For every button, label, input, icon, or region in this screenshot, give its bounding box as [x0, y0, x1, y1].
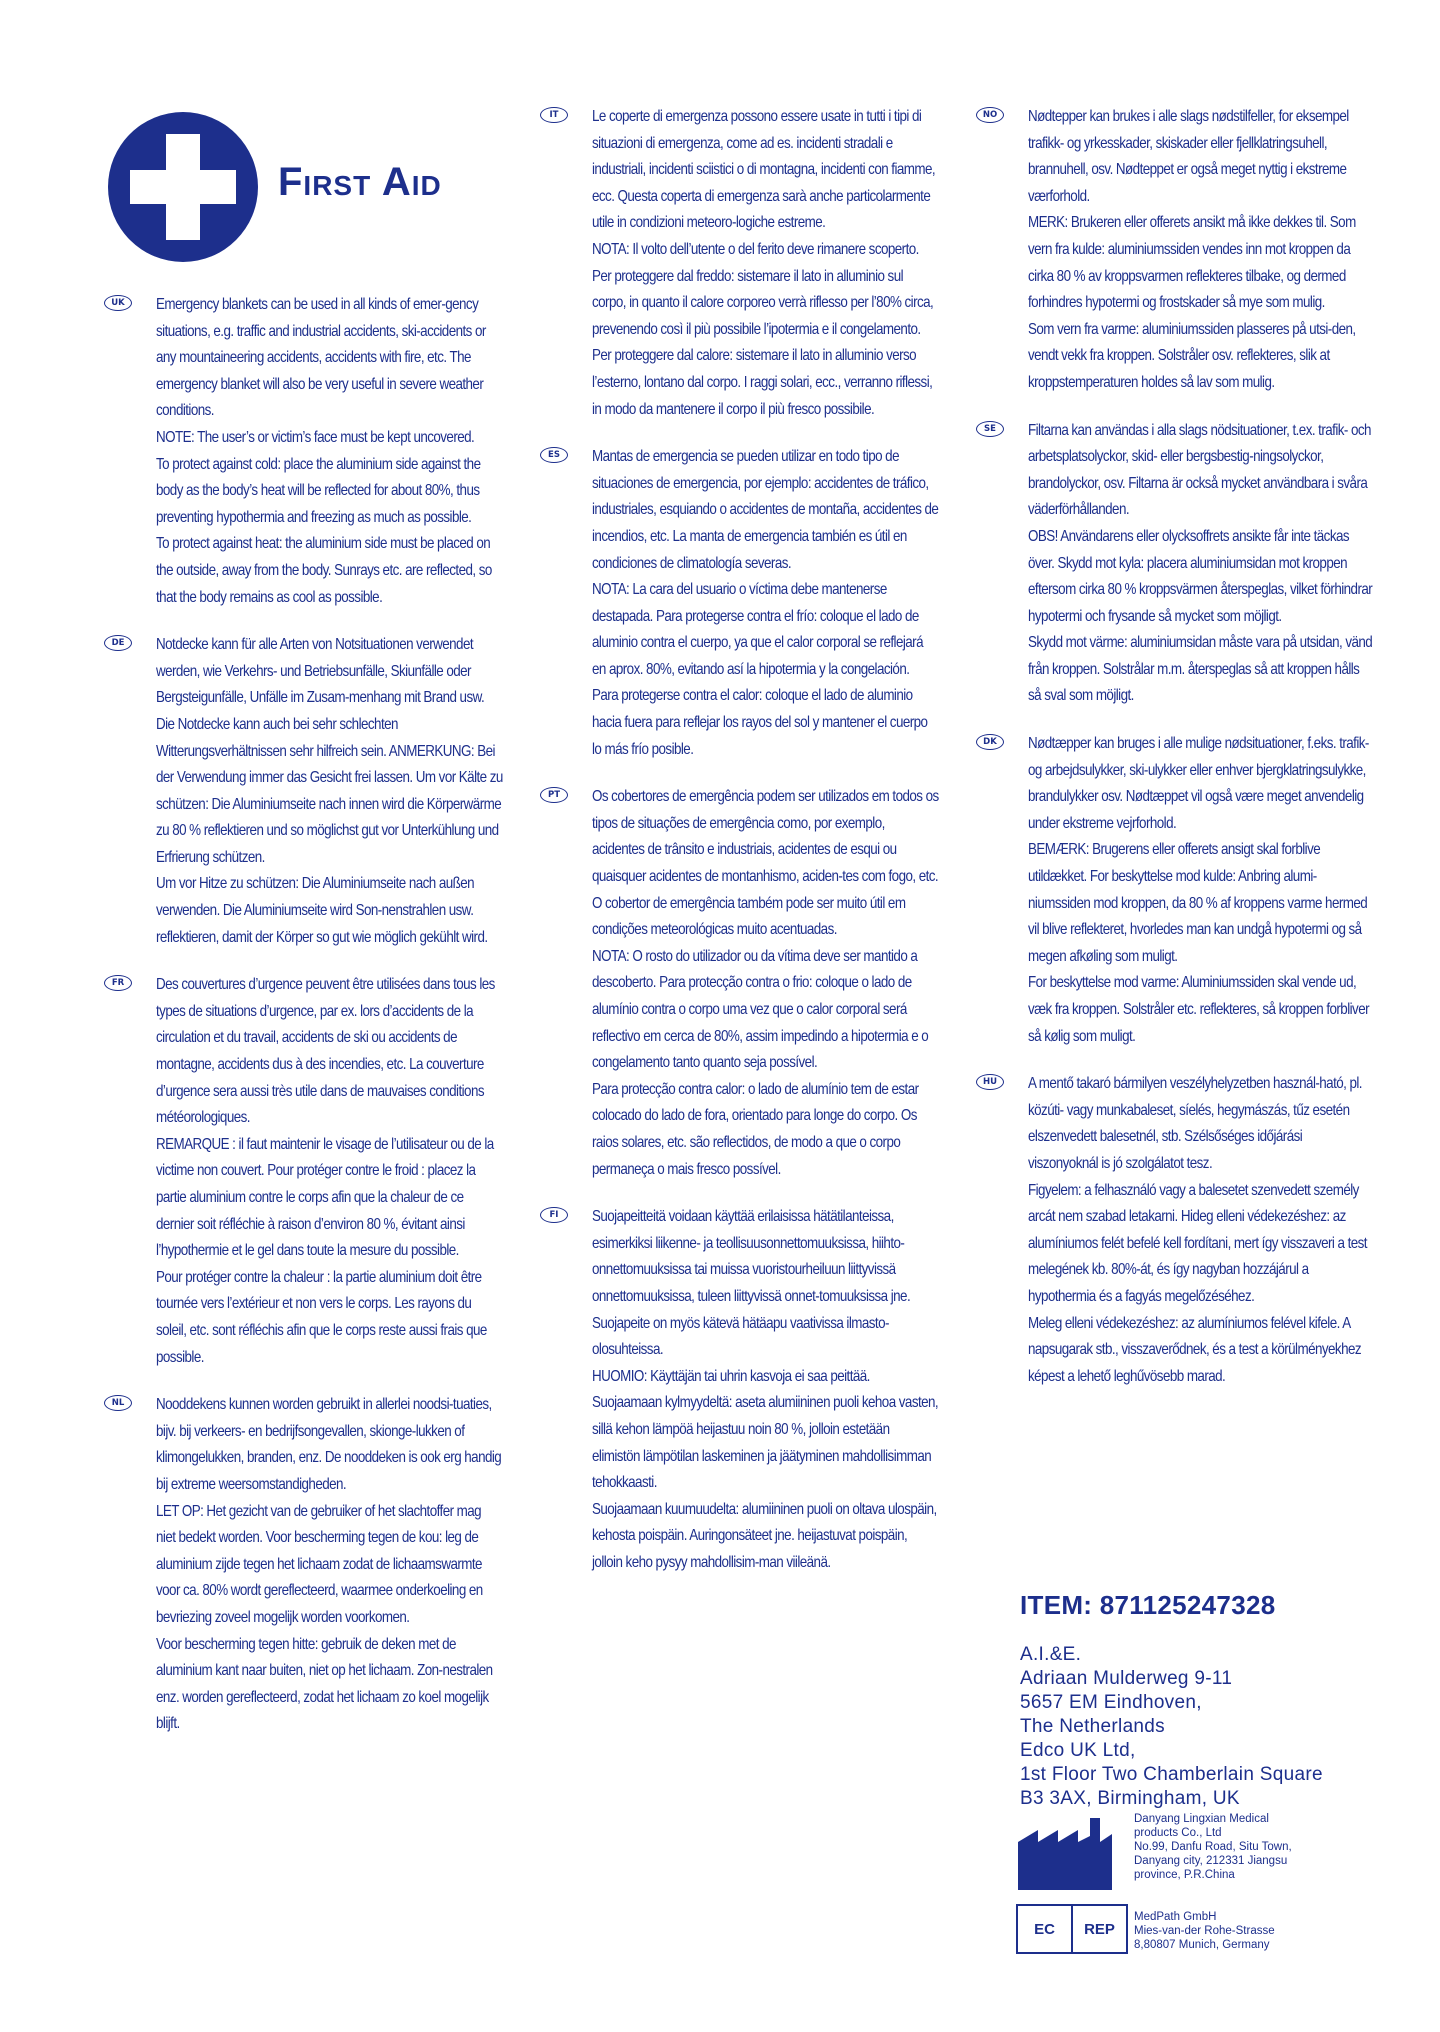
language-code-badge: HU	[976, 1074, 1004, 1090]
address-line: Edco UK Ltd,	[1020, 1740, 1136, 1761]
ec-label: EC	[1034, 1920, 1055, 1938]
manufacturer-block	[1016, 1812, 1396, 1962]
section-text: Mantas de emergencia se pueden utilizar en todo tipo de situaciones de emergencia, por ejemplo: accidentes de tráfico, industriales, esquiando o accidentes de montaña, accidentes de incendios, etc. La manta de emergencia también es útil en condiciones de climatología severas. NOTA: La cara del usuario o víctima debe mantenerse destapada. Para protegerse contra el frío: coloque el lado de aluminio contra el cuerpo, ya que el calor corporal se reflejará en aprox. 80%, evitando así la hipotermia y la congelación. Para protegerse contra el calor: coloque el lado de aluminio hacia fuera para reflejar los rayos del sol y mantener el cuerpo lo más frío posible.	[592, 448, 939, 758]
language-code-badge: NL	[104, 1395, 132, 1411]
language-code-badge: DK	[976, 734, 1004, 750]
language-code-badge: NO	[976, 107, 1004, 123]
column-left	[104, 292, 504, 1759]
language-code-badge: PT	[540, 787, 568, 803]
section-hu	[976, 1071, 1376, 1390]
language-code-badge: FR	[104, 975, 132, 991]
factory-icon	[1016, 1812, 1126, 1892]
language-code-badge: SE	[976, 421, 1004, 437]
section-de	[104, 632, 504, 951]
rep-label: REP	[1071, 1906, 1126, 1952]
address-line: 1st Floor Two Chamberlain Square	[1020, 1764, 1323, 1785]
section-pt	[540, 784, 940, 1183]
section-es	[540, 444, 940, 763]
manufacturer-address: Danyang Lingxian Medical products Co., Ltd No.99, Danfu Road, Situ Town, Danyang city, 212331 Jiangsu province, P.R.China	[1134, 1813, 1292, 1881]
section-text: Nødtepper kan brukes i alle slags nødstilfeller, for eksempel trafikk- og yrkesskader, skiskader eller fjellklatringsuhell, brannuhell, osv. Nødteppet er også meget nyttig i ekstreme værforhold. MERK: Brukeren eller offerets ansikt må ikke dekkes til. Som vern fra kulde: aluminiumssiden vendes inn mot kroppen da cirka 80 % av kroppsvarmen reflekteres tilbake, og dermed forhindres hypotermi og frostskader så mye som mulig. Som vern fra varme: aluminiumssiden plasseres på utsi-den, vendt vekk fra kroppen. Solstråler osv. reflekteres, slik at kroppstemperaturen holdes så lav som mulig.	[1028, 108, 1356, 391]
section-fr	[104, 972, 504, 1371]
first-aid-cross-icon	[108, 112, 258, 262]
section-text: Notdecke kann für alle Arten von Notsituationen verwendet werden, wie Verkehrs- und Betriebsunfälle, Skiunfälle oder Bergsteigunfälle, Unfälle im Zusam-menhang mit Brand usw. Die Notdecke kann auch bei sehr schlechten Witterungsverhältnissen sehr hilfreich sein. ANMERKUNG: Bei der Verwendung immer das Gesicht frei lassen. Um vor Kälte zu schützen: Die Aluminiumseite nach innen wird die Körperwärme zu 80 % reflektieren und so möglichst gut vor Unterkühlung und Erfrierung schützen. Um vor Hitze zu schützen: Die Aluminiumseite nach außen verwenden. Die Aluminiumseite wird Son-nenstrahlen usw. reflektieren, damit der Körper so gut wie möglich gekühlt wird.	[156, 636, 503, 946]
column-middle	[540, 104, 940, 1597]
section-no	[976, 104, 1376, 397]
language-code-badge: FI	[540, 1207, 568, 1223]
section-dk	[976, 731, 1376, 1050]
language-code-badge: UK	[104, 295, 132, 311]
section-text: Le coperte di emergenza possono essere usate in tutti i tipi di situazioni di emergenza, come ad es. incidenti stradali e industriali, incidenti sciistici o di montagna, incidenti con fiamme, ecc. Questa coperta di emergenza sarà anche particolarmente utile in condizioni meteoro-logiche estreme. NOTA: Il volto dell’utente o del ferito deve rimanere scoperto. Per proteggere dal freddo: sistemare il lato in alluminio sul corpo, in quanto il calore corporeo verrà riflesso per l’80% circa, prevenendo così il più possibile l’ipotermia e il congelamento. Per proteggere dal calore: sistemare il lato in alluminio verso l’esterno, lontano dal corpo. I raggi solari, ecc., verranno riflessi, in modo da mantenere il corpo il più fresco possibile.	[592, 108, 936, 418]
section-text: Emergency blankets can be used in all kinds of emer-gency situations, e.g. traffic and industrial accidents, ski-accidents or any mountaineering accidents, accidents with fire, etc. The emergency blanket will also be very useful in severe weather conditions. NOTE: The user’s or victim’s face must be kept uncovered. To protect against cold: place the aluminium side against the body as the body’s heat will be reflected for about 80%, thus preventing hypothermia and freezing as much as possible. To protect against heat: the aluminium side must be placed on the outside, away from the body. Sunrays etc. are reflected, so that the body remains as cool as possible.	[156, 296, 492, 606]
section-text: Filtarna kan användas i alla slags nödsituationer, t.ex. trafik- och arbetsplatsolyckor, skid- eller bergsbestig-ningsolyckor, brandolyckor, osv. Filtarna är också mycket användbara i svåra väderförhållanden. OBS! Användarens eller olycksoffrets ansikte får inte täckas över. Skydd mot kyla: placera aluminiumsidan mot kroppen eftersom cirka 80 % kroppsvärmen återspeglas, vilket förhindrar hypotermi och frysande så mycket som möjligt. Skydd mot värme: aluminiumsidan måste vara på utsidan, vänd från kroppen. Solstrålar m.m. återspeglas så att kroppen hålls så sval som möjligt.	[1028, 421, 1373, 705]
item-number: ITEM: 871125247328	[1020, 1590, 1276, 1620]
address-line: 5657 EM Eindhoven,	[1020, 1692, 1202, 1713]
section-text: Des couvertures d’urgence peuvent être utilisées dans tous les types de situations d’urgence, par ex. lors d’accidents de la circulation et du travail, accidents de ski ou accidents de montagne, accidents dus à des incendies, etc. La couverture d’urgence sera aussi très utile dans de mauvaises conditions météorologiques. REMARQUE : il faut maintenir le visage de l’utilisateur ou de la victime non couvert. Pour protéger contre le froid : placez la partie aluminium contre le corps afin que la chaleur de ce dernier soit réfléchie à raison d’environ 80 %, évitant ainsi l’hypothermie et le gel dans toute la mesure du possible. Pour protéger contre la chaleur : la partie aluminium doit être tournée vers l’extérieur et non vers le corps. Les rayons du soleil, etc. sont réfléchis afin que le corps reste aussi frais que possible.	[156, 976, 495, 1366]
address-line: Adriaan Mulderweg 9-11	[1020, 1668, 1233, 1689]
section-se	[976, 418, 1376, 711]
first-aid-logo	[108, 112, 488, 262]
section-it	[540, 104, 940, 423]
address-line: B3 3AX, Birmingham, UK	[1020, 1788, 1240, 1809]
section-fi	[540, 1204, 940, 1576]
language-code-badge: ES	[540, 447, 568, 463]
section-uk	[104, 292, 504, 611]
section-text: Suojapeitteitä voidaan käyttää erilaisissa hätätilanteissa, esimerkiksi liikenne- ja teollisuusonnettomuuksissa, hiihto-onnettomuuksissa tai muissa vuoristourheiluun liittyvissä onnettomuuksissa, tuleen liittyvissä onnet-tomuuksissa jne. Suojapeite on myös kätevä hätäapu vaativissa ilmasto-olosuhteissa. HUOMIO: Käyttäjän tai uhrin kasvoja ei saa peittää. Suojaamaan kylmyydeltä: aseta alumiininen puoli kehoa vasten, sillä kehon lämpöä heijastuu noin 80 %, jolloin estetään elimistön lämpötilan laskeminen ja jäätyminen mahdollisimman tehokkaasti. Suojaamaan kuumuudelta: alumiininen puoli on oltava ulospäin, kehosta poispäin. Auringonsäteet jne. heijastuvat poispäin, jolloin keho pysyy mahdollisim-man viileänä.	[592, 1208, 939, 1571]
authorized-representative-address: MedPath GmbH Mies-van-der Rohe-Strasse 8,80807 Munich, Germany	[1134, 1911, 1275, 1951]
section-nl	[104, 1392, 504, 1738]
address-line: The Netherlands	[1020, 1716, 1165, 1737]
language-code-badge: IT	[540, 107, 568, 123]
column-right	[976, 104, 1376, 1411]
language-code-badge: DE	[104, 635, 132, 651]
logo-title: First Aid	[278, 160, 442, 204]
section-text: Nooddekens kunnen worden gebruikt in allerlei noodsi-tuaties, bijv. bij verkeers- en bedrijfsongevallen, skionge-lukken of klimongelukken, branden, enz. De nooddeken is ook erg handig bij extreme weersomstandigheden. LET OP: Het gezicht van de gebruiker of het slachtoffer mag niet bedekt worden. Voor bescherming tegen de kou: leg de aluminium zijde tegen het lichaam zodat de lichaamswarmte voor ca. 80% wordt gereflecteerd, waarmee onderkoeling en bevriezing zoveel mogelijk worden voorkomen. Voor bescherming tegen hitte: gebruik de deken met de aluminium kant naar buiten, niet op het lichaam. Zon-nestralen enz. worden gereflecteerd, zodat het lichaam zo koel mogelijk blijft.	[156, 1396, 502, 1733]
item-address-block	[1020, 1590, 1400, 1811]
section-text: A mentő takaró bármilyen veszélyhelyzetben használ-ható, pl. közúti- vagy munkabaleset, síelés, hegymászás, tűz esetén elszenvedett balesetnél, stb. Szélsőséges időjárási viszonyoknál is jó szolgálatot tesz. Figyelem: a felhasználó vagy a balesetet szenvedett személy arcát nem szabad letakarni. Hideg elleni védekezéshez: az alumíniumos felét befelé kell fordítani, mert így visszaveri a test melegének kb. 80%-át, és így nagyban hozzájárul a hypothermia és a fagyás megelőzéséhez. Meleg elleni védekezéshez: az alumíniumos felével kifele. A napsugarak stb., visszaverődnek, és a test a körülményekhez képest a lehető leghűvösebb marad.	[1028, 1075, 1367, 1385]
ec-rep-symbol	[1016, 1904, 1128, 1954]
address-line: A.I.&E.	[1020, 1644, 1082, 1665]
section-text: Nødtæpper kan bruges i alle mulige nødsituationer, f.eks. trafik- og arbejdsulykker, ski-ulykker eller enhver bjergklatringsulykke, brandulykker osv. Nødtæppet vil også være meget anvendelig under ekstreme vejrforhold. BEMÆRK: Brugerens eller offerets ansigt skal forblive utildækket. For beskyttelse mod kulde: Anbring alumi-niumssiden mod kroppen, da 80 % af kroppens varme hermed vil blive reflekteret, hvorledes man kan undgå hypotermi og så megen afkøling som muligt. For beskyttelse mod varme: Aluminiumssiden skal vende ud, væk fra kroppen. Solstråler etc. reflekteres, så kroppen forbliver så kølig som muligt.	[1028, 735, 1370, 1045]
section-text: Os cobertores de emergência podem ser utilizados em todos os tipos de situações de emergência como, por exemplo, acidentes de trânsito e industriais, acidentes de esqui ou quaisquer acidentes de montanhismo, aciden-tes com fogo, etc. O cobertor de emergência também pode ser muito útil em condições meteorológicas muito acentuadas. NOTA: O rosto do utilizador ou da vítima deve ser mantido a descoberto. Para protecção contra o frio: coloque o lado de alumínio contra o corpo uma vez que o calor corporal será reflectivo em cerca de 80%, assim impedindo a hipotermia e o congelamento tanto quanto seja possível. Para protecção contra calor: o lado de alumínio tem de estar colocado do lado de fora, orientado para longe do corpo. Os raios solares, etc. são reflectidos, de modo a que o corpo permaneça o mais fresco possível.	[592, 788, 939, 1178]
